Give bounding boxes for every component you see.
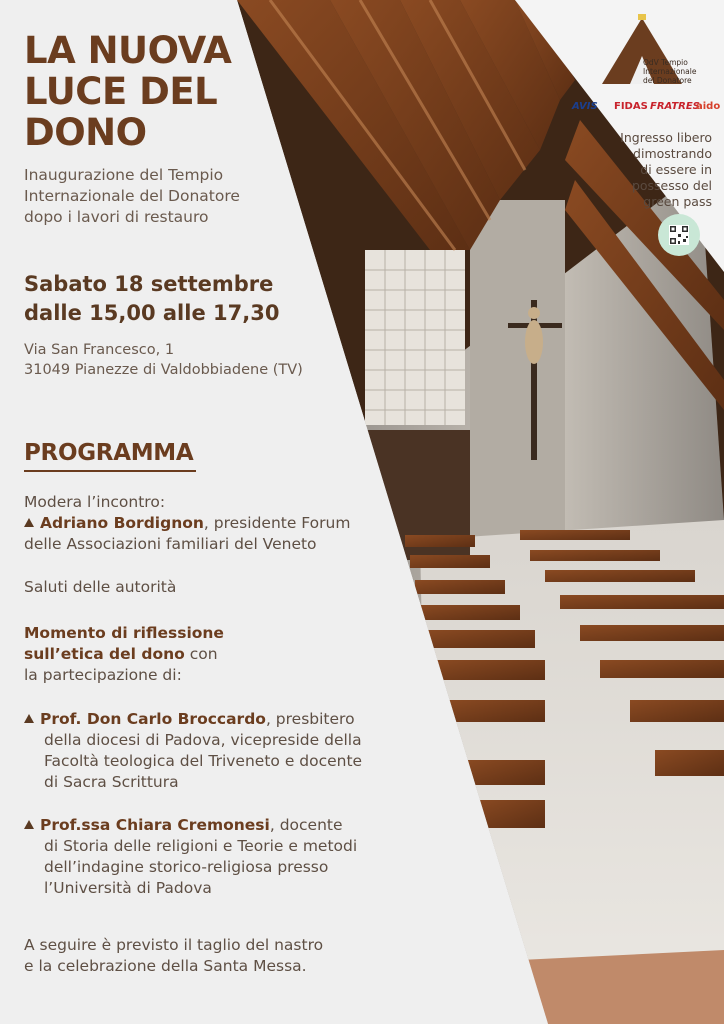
logo-line-1: OdV Tempio [643,58,688,67]
partner-logos [572,101,722,117]
momento-rest: con [184,645,218,663]
event-time: dalle 15,00 alle 17,30 [24,301,280,325]
ingresso-line-3: di essere in [640,162,712,177]
momento-bold-1: Momento di riflessione [24,624,224,642]
event-date: Sabato 18 settembre [24,272,274,296]
event-title [24,30,254,153]
ingresso-line-1: Ingresso libero [620,130,712,145]
address-street: Via San Francesco, 1 [24,342,175,358]
closing-line-1: A seguire è previsto il taglio del nastro [24,936,324,954]
speaker1-name: Prof. Don Carlo Broccardo [40,710,266,728]
partner-avis-logo: AVIS [572,101,598,112]
partner-fidas-logo: FIDAS [614,101,648,112]
speaker-cremonesi [24,815,424,899]
speaker-broccardo [24,709,424,793]
tempio-logo-text [643,58,723,85]
momento-line-3: la partecipazione di: [24,666,182,684]
partner-fratres-logo: FRATRES [650,101,700,112]
moderator-name: Adriano Bordignon [40,514,204,532]
subtitle-line-2: Internazionale del Donatore [24,187,240,205]
closing-note [24,935,424,977]
title-line-2: LUCE DEL [24,70,218,113]
address-city: 31049 Pianezze di Valdobbiadene (TV) [24,362,303,378]
logo-line-2: Internazionale [643,67,697,76]
triangle-bullet-icon [24,820,34,829]
saluti-item: Saluti delle autorità [24,578,177,596]
logo-line-3: del Donatore [643,76,692,85]
moderator-section [24,492,424,555]
green-pass-notice [596,130,712,210]
programma-heading: PROGRAMMA [24,440,194,466]
programma-underline [24,470,196,472]
speaker2-line-2: di Storia delle religioni e Teorie e metodi [44,837,358,855]
speaker2-line-4: l’Università di Padova [44,879,212,897]
speaker2-line-3: dell’indagine storico-religiosa presso [44,858,329,876]
moderator-role-1: , presidente Forum [203,514,351,532]
title-line-1: LA NUOVA [24,29,232,72]
subtitle-line-3: dopo i lavori di restauro [24,208,209,226]
speaker2-line-1: , docente [269,816,343,834]
ingresso-line-2: dimostrando [633,146,712,161]
speaker2-name: Prof.ssa Chiara Cremonesi [40,816,270,834]
triangle-bullet-icon [24,714,34,723]
event-datetime [24,270,324,328]
event-subtitle [24,165,284,228]
ingresso-line-5: green pass [643,194,712,209]
momento-section [24,623,424,686]
qr-code-icon [658,214,700,256]
momento-bold-2: sull’etica del dono [24,645,185,663]
event-address [24,340,344,380]
speaker1-line-4: di Sacra Scrittura [44,773,179,791]
moderator-intro: Modera l’incontro: [24,493,166,511]
triangle-bullet-icon [24,518,34,527]
speaker1-line-2: della diocesi di Padova, vicepreside della [44,731,362,749]
closing-line-2: e la celebrazione della Santa Messa. [24,957,307,975]
moderator-role-2: delle Associazioni familiari del Veneto [24,535,317,553]
subtitle-line-1: Inaugurazione del Tempio [24,166,224,184]
green-pass-badge [658,214,700,256]
speaker1-line-1: , presbitero [265,710,355,728]
ingresso-line-4: possesso del [631,178,712,193]
partner-aido-logo: aido [696,101,721,112]
speaker1-line-3: Facoltà teologica del Triveneto e docente [44,752,363,770]
title-line-3: DONO [24,111,147,154]
